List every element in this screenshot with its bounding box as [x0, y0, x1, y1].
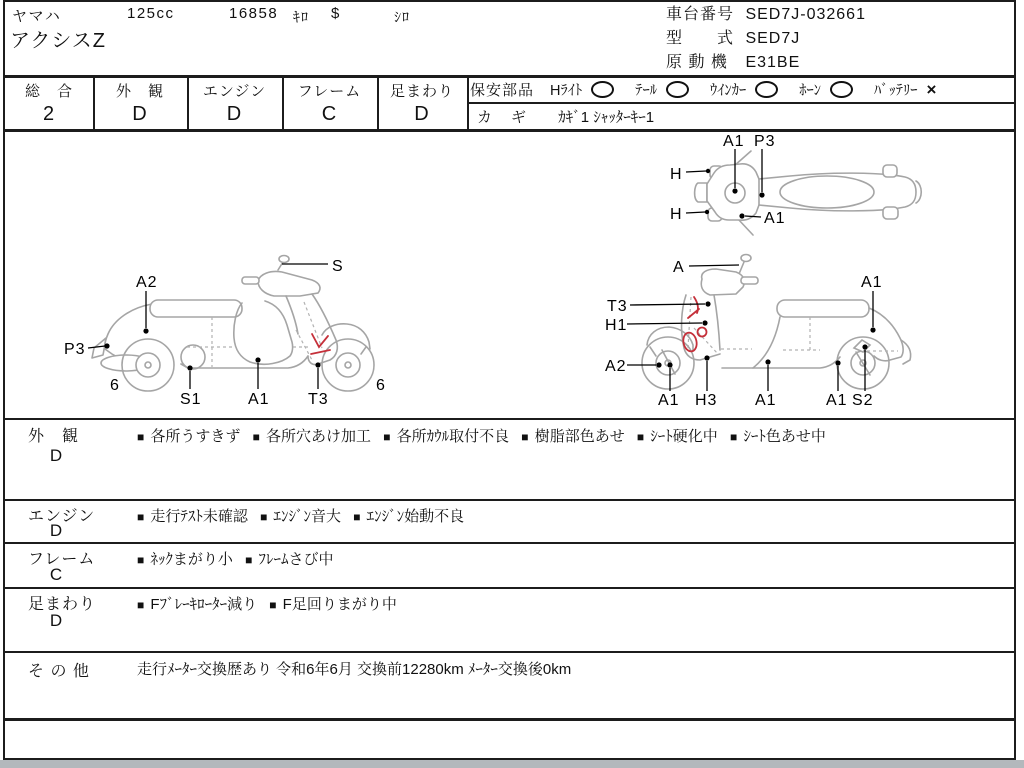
bullet-icon: ■ [729, 430, 738, 444]
damage-code-label: H [670, 166, 683, 183]
grade-overall-label: 総 合 [24, 83, 73, 100]
defect-item: ■ ｼｰﾄ硬化中 [636, 428, 718, 445]
scooter-left-view-drawing [60, 250, 460, 420]
section-engine-label: エンジン [28, 508, 96, 525]
safety-part-name: Hﾗｲﾄ [550, 82, 583, 99]
safety-part [710, 79, 778, 100]
damage-code-label: H3 [695, 392, 718, 409]
damage-mark-red [698, 328, 707, 337]
bullet-icon: ■ [252, 430, 260, 444]
key-value: ｶｷﾞ1 ｼｬｯﾀｰｷｰ1 [558, 109, 655, 126]
divider [3, 75, 1016, 78]
grade-frame-label: フレーム [297, 83, 362, 100]
damage-code-label: A1 [755, 392, 777, 409]
section-other-label: そ の 他 [28, 663, 90, 680]
divider [3, 651, 1016, 653]
defect-item: ■ 各所穴あけ加工 [252, 428, 372, 445]
chassis-number: SED7J-032661 [745, 6, 866, 23]
safety-part [799, 79, 853, 100]
damage-code-label: A2 [136, 274, 158, 291]
grade-undercarriage [377, 75, 467, 129]
safety-part-name: ﾃｰﾙ [635, 82, 657, 99]
grade-exterior-value: D [132, 103, 148, 125]
section-exterior-label: 外 観 [28, 428, 80, 445]
damage-code-label: A2 [605, 358, 627, 375]
damage-code-label: H1 [605, 317, 628, 334]
divider [3, 129, 1016, 132]
displacement: 125cc [127, 5, 175, 22]
section-frame-grade: C [49, 565, 63, 584]
damage-code-label: A1 [861, 274, 883, 291]
safety-parts-row [470, 78, 957, 100]
defect-item: ■ ﾈｯｸまがり小 [137, 551, 233, 568]
engine-code-label: 原 動 機 [666, 54, 728, 71]
model-code-row [666, 27, 800, 51]
status-ok-circle-icon [755, 81, 778, 98]
divider [3, 542, 1016, 544]
safety-part [635, 79, 689, 100]
grade-overall [5, 75, 93, 129]
grade-frame-value: C [321, 103, 338, 125]
damage-code-label: H [670, 206, 683, 223]
safety-part [550, 79, 614, 100]
bullet-icon: ■ [260, 510, 268, 524]
bullet-icon: ■ [137, 510, 145, 524]
damage-code-label: S2 [852, 392, 874, 409]
defect-item: ■ Fﾌﾞﾚｰｷﾛｰﾀｰ減り [137, 596, 258, 613]
status-ok-circle-icon [591, 81, 614, 98]
status-ok-circle-icon [830, 81, 853, 98]
bullet-icon: ■ [269, 598, 277, 612]
section-undercarriage-label: 足まわり [28, 596, 97, 613]
damage-mark-red [312, 334, 328, 347]
damage-code-label: T3 [308, 391, 329, 408]
section-engine-grade: D [49, 521, 63, 540]
maker-name: ヤマハ [12, 8, 62, 25]
divider [3, 718, 1016, 721]
section-undercarriage-defects [137, 591, 1003, 619]
grade-undercarriage-label: 足まわり [389, 83, 454, 100]
key-label: カ ギ [477, 109, 529, 126]
defect-item: ■ 樹脂部色あせ [521, 428, 625, 445]
divider [187, 75, 189, 131]
bullet-icon: ■ [636, 430, 645, 444]
defect-item: ■ 各所ｶｳﾙ取付不良 [383, 428, 510, 445]
damage-code-label: 6 [376, 377, 386, 394]
damage-code-label: S1 [180, 391, 202, 408]
section-exterior-defects [137, 423, 1003, 451]
safety-part-name: ﾎｰﾝ [799, 82, 821, 99]
scooter-top-view-drawing [640, 135, 1024, 250]
status-ng-cross-icon: × [926, 79, 937, 99]
grade-frame [282, 75, 377, 129]
bullet-icon: ■ [521, 430, 529, 444]
damage-code-label: P3 [754, 133, 776, 150]
bullet-icon: ■ [137, 598, 145, 612]
model-code-value: SED7J [745, 30, 801, 47]
bullet-icon: ■ [137, 430, 145, 444]
mileage-unit: ｷﾛ [293, 9, 309, 25]
defect-item: ■ ｴﾝｼﾞﾝ始動不良 [353, 508, 465, 525]
safety-part-name: ｳｲﾝｶｰ [710, 82, 747, 99]
section-engine-defects [137, 503, 1003, 531]
border-left [3, 0, 5, 760]
grade-engine-value: D [226, 103, 243, 125]
damage-code-label: A [673, 259, 685, 276]
bullet-icon: ■ [353, 510, 361, 524]
divider [3, 499, 1016, 501]
defect-item: ■ ﾌﾚｰﾑさび中 [245, 551, 334, 568]
status-ok-circle-icon [666, 81, 689, 98]
section-frame-defects [137, 546, 1003, 574]
defect-item: ■ F足回りまがり中 [269, 596, 397, 613]
damage-mark-red [311, 350, 330, 354]
bullet-icon: ■ [245, 553, 253, 567]
key-row [477, 106, 654, 127]
border-top [3, 0, 1016, 2]
engine-code-row [666, 51, 800, 75]
divider [3, 587, 1016, 589]
safety-parts-label: 保安部品 [470, 81, 535, 99]
damage-code-label: T3 [607, 298, 628, 315]
divider [3, 418, 1016, 420]
safety-part [874, 79, 936, 100]
grade-undercarriage-value: D [414, 103, 430, 125]
price-mark: $ [331, 5, 341, 22]
defect-item: ■ ｼｰﾄ色あせ中 [729, 428, 826, 445]
chassis-row [666, 3, 866, 27]
defect-item: ■ 走行ﾃｽﾄ未確認 [137, 508, 248, 525]
damage-code-label: P3 [64, 341, 86, 358]
model-code-label: 型 式 [666, 30, 735, 47]
divider [93, 75, 95, 131]
section-other-text: 走行ﾒｰﾀｰ交換歴あり 令和6年6月 交換前12280km ﾒｰﾀｰ交換後0km [137, 661, 572, 678]
engine-code-value: E31BE [745, 54, 801, 71]
damage-code-label: 6 [110, 377, 120, 394]
damage-code-label: A1 [826, 392, 848, 409]
defect-item: ■ 各所うすきず [137, 428, 241, 445]
divider [467, 102, 1016, 104]
scooter-right-view-drawing [590, 250, 1010, 420]
grade-engine-label: エンジン [202, 83, 267, 100]
damage-code-label: S [332, 258, 344, 275]
chassis-label: 車台番号 [666, 6, 735, 23]
section-undercarriage-grade: D [49, 611, 63, 630]
color-code: ｼﾛ [394, 9, 410, 25]
divider [282, 75, 284, 131]
defect-item: ■ ｴﾝｼﾞﾝ音大 [260, 508, 342, 525]
scan-edge [0, 760, 1024, 768]
damage-code-label: A1 [723, 133, 745, 150]
section-exterior-grade: D [49, 446, 63, 465]
damage-code-label: A1 [248, 391, 270, 408]
divider [377, 75, 379, 131]
damage-code-label: A1 [658, 392, 680, 409]
mileage-value: 16858 [229, 5, 279, 22]
grade-overall-value: 2 [42, 103, 56, 125]
grade-exterior-label: 外 観 [115, 83, 164, 100]
bullet-icon: ■ [137, 553, 145, 567]
model-name: アクシスZ [10, 30, 107, 52]
section-frame-label: フレーム [28, 551, 96, 568]
grade-exterior [93, 75, 187, 129]
bullet-icon: ■ [383, 430, 391, 444]
safety-parts-list [550, 79, 957, 100]
border-right [1014, 0, 1016, 760]
safety-part-name: ﾊﾞｯﾃﾘｰ [874, 82, 918, 99]
grade-engine [187, 75, 282, 129]
divider [467, 75, 469, 131]
damage-code-label: A1 [764, 210, 786, 227]
